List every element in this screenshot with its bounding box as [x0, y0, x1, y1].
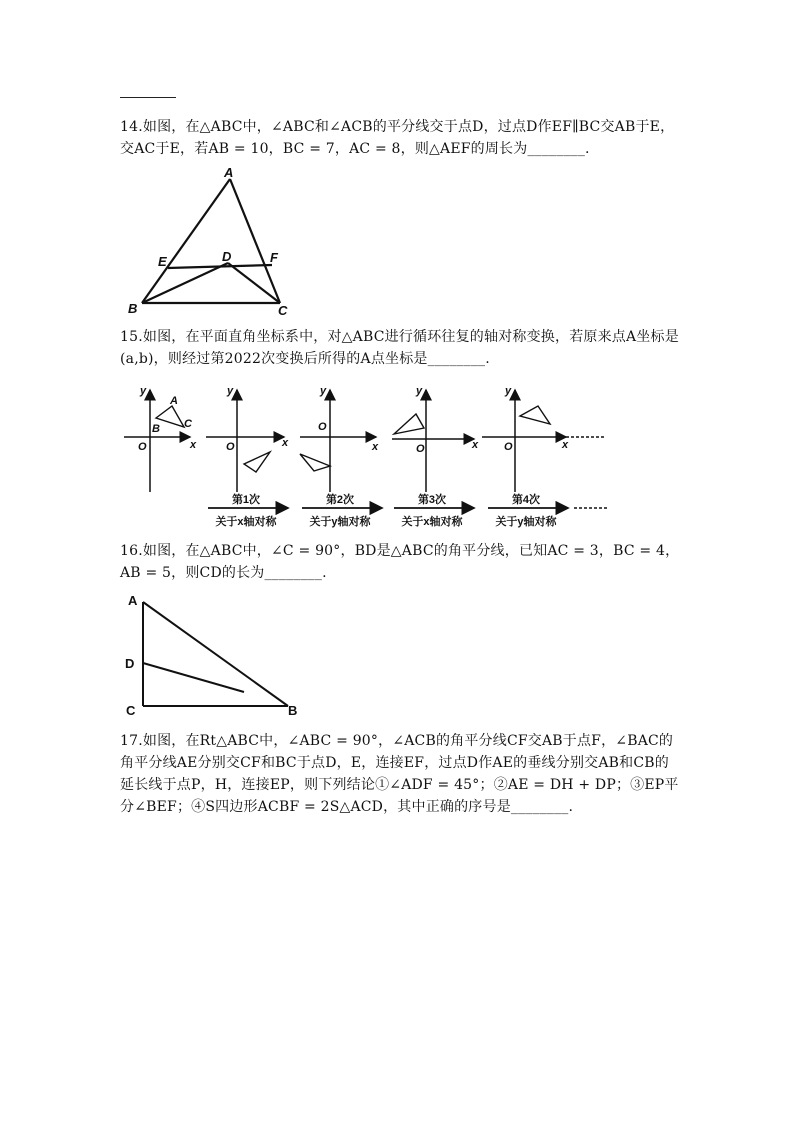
fig15-y-label-2: y	[320, 385, 327, 397]
fig15-origin-0: O	[138, 441, 147, 453]
fig15-origin-4: O	[504, 441, 513, 453]
fig15-step4-count: 第4次	[511, 494, 541, 506]
fig16-label-b: B	[288, 703, 298, 718]
fig15-x-label-4: x	[562, 439, 569, 451]
fig14-label-d: D	[222, 249, 232, 264]
figure-15	[118, 380, 618, 530]
fig15-step1-count: 第1次	[231, 494, 261, 506]
fig16-label-a: A	[128, 593, 138, 608]
fig15-label-a: A	[170, 395, 178, 407]
fig14-label-e: E	[158, 254, 167, 269]
fig15-y-label-1: y	[227, 385, 234, 397]
fig15-y-label-3: y	[416, 385, 423, 397]
question-16: 16.如图，在△ABC中，∠C = 90°，BD是△ABC的角平分线，已知AC = 3，BC = 4，AB = 5，则CD的长为________.	[120, 543, 680, 581]
fig14-label-c: C	[278, 303, 288, 317]
question-17: 17.如图，在Rt△ABC中，∠ABC = 90°，∠ACB的角平分线CF交AB于点F，∠BAC的角平分线AE分别交CF和BC于点D，E，连接EF，过点D作AE的垂线分别交AB和CB的延长线于点P，H，连接EP，则下列结论①∠ADF = 45°；②AE = DH + DP；③EP平分∠BEF；④S四边形ACBF = 2S△ACD，其中正确的序号是________.	[120, 733, 679, 815]
fig15-step4-desc: 关于y轴对称	[495, 516, 557, 528]
fig15-x-label-1: x	[282, 437, 289, 449]
fig15-step2-count: 第2次	[325, 494, 355, 506]
fig14-label-f: F	[270, 250, 278, 265]
fig15-origin-3: O	[416, 443, 425, 455]
fig15-y-label-0: y	[140, 385, 147, 397]
figure-16	[120, 588, 310, 720]
question-15: 15.如图，在平面直角坐标系中，对△ABC进行循环往复的轴对称变换，若原来点A坐标是(a,b)，则经过第2022次变换后所得的A点坐标是________.	[120, 329, 679, 367]
fig15-step1-desc: 关于x轴对称	[215, 516, 277, 528]
fig15-x-label-0: x	[190, 439, 197, 451]
fig15-triangle-1	[244, 452, 270, 472]
fig15-label-c: C	[184, 418, 192, 430]
fig14-side-ab	[142, 179, 230, 303]
fig15-origin-2: O	[318, 421, 327, 433]
fig15-x-label-3: x	[472, 439, 479, 451]
fig15-step2-desc: 关于y轴对称	[309, 516, 371, 528]
fig15-x-label-2: x	[372, 441, 379, 453]
fig14-label-a: A	[224, 165, 234, 180]
fig14-label-b: B	[128, 301, 138, 316]
fig16-segment-db	[143, 663, 244, 692]
fig15-triangle-0	[156, 406, 184, 427]
fig15-triangle-3	[394, 414, 424, 434]
fig15-label-b: B	[152, 423, 160, 435]
fig15-triangle-4	[520, 406, 550, 424]
prev-answer-blank	[120, 97, 176, 98]
fig15-step3-count: 第3次	[417, 494, 447, 506]
fig15-triangle-2	[300, 454, 330, 471]
figure-14	[120, 162, 300, 317]
fig15-step3-desc: 关于x轴对称	[401, 516, 463, 528]
question-14: 14.如图，在△ABC中，∠ABC和∠ACB的平分线交于点D，过点D作EF∥BC交AB于E，交AC于E，若AB = 10，BC = 7，AC = 8，则△AEF的周长为________.	[120, 119, 675, 157]
fig16-label-d: D	[125, 656, 135, 671]
fig15-origin-1: O	[226, 441, 235, 453]
fig16-label-c: C	[126, 703, 136, 718]
fig16-side-ab	[143, 602, 288, 706]
fig15-y-label-4: y	[505, 385, 512, 397]
